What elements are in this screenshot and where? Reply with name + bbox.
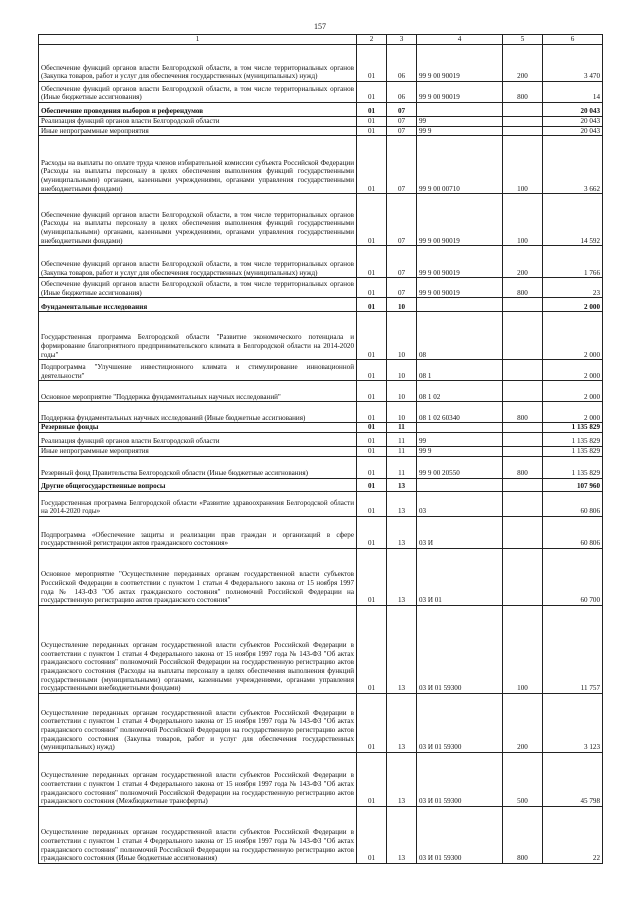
row-expense-type-code: 800 [503, 278, 543, 298]
section-row [39, 298, 603, 312]
row-description [39, 312, 357, 360]
row-description [39, 752, 357, 806]
row-expense-type-code [503, 446, 543, 456]
table-row [39, 126, 603, 136]
row-section-code: 01 [357, 456, 387, 478]
table-header [39, 35, 603, 45]
row-subsection-code: 07 [387, 126, 417, 136]
row-expense-type-code [503, 432, 543, 446]
row-subsection-code: 13 [387, 605, 417, 693]
row-description-text: Обеспечение функций органов власти Белгородской области, в том числе территориальных органов (Закупка товаров, работ и услуг для обеспечения государственных (муниципальных) нужд) [41, 260, 354, 277]
row-subsection-code: 11 [387, 456, 417, 478]
row-description-text: Подпрограмма «Обеспечение защиты и реализации прав граждан и организаций в сфере государственной регистрации актов гражданского состояния» [41, 530, 354, 548]
row-description [39, 381, 357, 402]
row-description [39, 136, 357, 194]
row-description [39, 806, 357, 863]
budget-table [38, 34, 603, 864]
row-target-item-code: 08 1 02 60340 [417, 402, 503, 423]
row-amount: 3 662 [543, 136, 603, 194]
row-description-text: Основное мероприятие "Осуществление переданных органам государственной власти субъектов Российской Федерации в соответствии с пунктом 1 статьи 4 Федерального закона от 15 ноября 1997 года № 143-ФЗ "Об актах гражданского состояния" полномочий Российской Федерации на государственную регистрацию актов гражданского состояния" [41, 570, 354, 605]
section-row [39, 478, 603, 491]
table-row [39, 194, 603, 246]
row-subsection-code: 11 [387, 446, 417, 456]
row-section-code: 01 [357, 298, 387, 312]
row-section-code: 01 [357, 103, 387, 117]
row-section-code: 01 [357, 360, 387, 381]
row-expense-type-code [503, 126, 543, 136]
row-section-code: 01 [357, 82, 387, 103]
row-description-text: Осуществление переданных органам государственной власти субъектов Российской Федерации в соответствии с пунктом 1 статьи 4 Федерального закона от 15 ноября 1997 года № 143-ФЗ "Об актах гражданского состояния" полномочий Российской Федерации на государственную регистрацию актов гражданского состояния (Иные бюджетные ассигнования) [41, 828, 354, 863]
column-header-expense-type: 5 [503, 35, 543, 45]
row-target-item-code [417, 478, 503, 491]
row-amount: 3 123 [543, 693, 603, 752]
row-subsection-code: 10 [387, 381, 417, 402]
section-row [39, 423, 603, 433]
row-section-code: 01 [357, 432, 387, 446]
row-subsection-code: 13 [387, 693, 417, 752]
table-row [39, 402, 603, 423]
table-row [39, 45, 603, 82]
row-section-code: 01 [357, 246, 387, 278]
row-expense-type-code [503, 423, 543, 433]
row-target-item-code: 03 [417, 491, 503, 516]
row-expense-type-code [503, 117, 543, 127]
row-expense-type-code: 200 [503, 45, 543, 82]
row-target-item-code: 99 9 [417, 126, 503, 136]
table-row [39, 456, 603, 478]
row-description [39, 194, 357, 246]
row-description-text: Поддержка фундаментальных научных исследований (Иные бюджетные ассигнования) [41, 413, 306, 422]
table-row [39, 491, 603, 516]
row-description [39, 432, 357, 446]
row-amount: 14 [543, 82, 603, 103]
row-target-item-code: 08 [417, 312, 503, 360]
row-description-text: Резервные фонды [41, 423, 99, 432]
row-subsection-code: 07 [387, 278, 417, 298]
table-row [39, 446, 603, 456]
row-section-code: 01 [357, 117, 387, 127]
row-description-text: Обеспечение функций органов власти Белгородской области, в том числе территориальных органов (Закупка товаров, работ и услуг для обеспечения государственных (муниципальных) нужд) [41, 63, 354, 81]
row-subsection-code: 13 [387, 478, 417, 491]
row-amount: 60 806 [543, 491, 603, 516]
row-description [39, 605, 357, 693]
row-target-item-code: 99 9 00 90019 [417, 45, 503, 82]
row-subsection-code: 06 [387, 45, 417, 82]
table-row [39, 432, 603, 446]
row-target-item-code [417, 103, 503, 117]
row-description-text: Осуществление переданных органам государственной власти субъектов Российской Федерации в соответствии с пунктом 1 статьи 4 Федерального закона от 15 ноября 1997 года № 143-ФЗ "Об актах гражданского состояния" полномочий Российской Федерации на государственную регистрацию актов гражданского состояния (Закупка товаров, работ и услуг для обеспечения государственных (муниципальных) нужд) [41, 708, 354, 752]
row-target-item-code: 03 И 01 59300 [417, 806, 503, 863]
table-row [39, 246, 603, 278]
row-description [39, 446, 357, 456]
row-description-text: Осуществление переданных органам государственной власти субъектов Российской Федерации в соответствии с пунктом 1 статьи 4 Федерального закона от 15 ноября 1997 года № 143-ФЗ "Об актах гражданского состояния" полномочий Российской Федерации на государственную регистрацию актов гражданского состояния (Расходы на выплаты персоналу в целях обеспечения выполнения функций государственными (муниципальными) органами, казенными учреждениями, органами управления государственными внебюджетными фондами) [41, 641, 354, 693]
row-expense-type-code: 500 [503, 752, 543, 806]
row-subsection-code: 07 [387, 246, 417, 278]
row-expense-type-code: 800 [503, 456, 543, 478]
row-target-item-code: 99 9 [417, 446, 503, 456]
row-subsection-code: 11 [387, 423, 417, 433]
table-row [39, 605, 603, 693]
row-description-text: Резервный фонд Правительства Белгородской области (Иные бюджетные ассигнования) [41, 469, 308, 478]
row-subsection-code: 10 [387, 298, 417, 312]
row-subsection-code: 07 [387, 103, 417, 117]
row-amount: 3 470 [543, 45, 603, 82]
row-description-text: Государственная программа Белгородской области «Развитие здравоохранения Белгородской области на 2014-2020 годы» [41, 498, 354, 516]
row-amount: 11 757 [543, 605, 603, 693]
row-expense-type-code: 100 [503, 605, 543, 693]
row-amount: 1 135 829 [543, 446, 603, 456]
row-section-code: 01 [357, 548, 387, 605]
table-row [39, 312, 603, 360]
row-amount: 20 043 [543, 103, 603, 117]
row-description [39, 278, 357, 298]
row-amount: 1 766 [543, 246, 603, 278]
row-amount: 20 043 [543, 126, 603, 136]
row-target-item-code: 99 9 00 00710 [417, 136, 503, 194]
row-description [39, 491, 357, 516]
column-header-section: 2 [357, 35, 387, 45]
row-description [39, 478, 357, 491]
row-expense-type-code [503, 298, 543, 312]
table-row [39, 752, 603, 806]
table-row [39, 516, 603, 548]
row-subsection-code: 06 [387, 82, 417, 103]
row-expense-type-code [503, 360, 543, 381]
row-subsection-code: 13 [387, 752, 417, 806]
row-description-text: Обеспечение функций органов власти Белгородской области, в том числе территориальных органов (Иные бюджетные ассигнования) [41, 280, 354, 297]
row-description [39, 548, 357, 605]
row-description [39, 82, 357, 103]
row-amount: 107 960 [543, 478, 603, 491]
table-row [39, 278, 603, 298]
row-description-text: Фундаментальные исследования [41, 302, 148, 311]
row-expense-type-code: 800 [503, 82, 543, 103]
row-section-code: 01 [357, 45, 387, 82]
row-target-item-code: 99 9 00 90019 [417, 194, 503, 246]
page-number: 157 [314, 22, 326, 31]
row-expense-type-code [503, 312, 543, 360]
row-section-code: 01 [357, 278, 387, 298]
table-row [39, 381, 603, 402]
row-description [39, 298, 357, 312]
row-target-item-code: 03 И 01 [417, 548, 503, 605]
row-description [39, 103, 357, 117]
column-header-target-item: 4 [417, 35, 503, 45]
row-description-text: Подпрограмма "Улучшение инвестиционного климата и стимулирование инновационной деятельности" [41, 363, 354, 380]
row-subsection-code: 13 [387, 516, 417, 548]
row-description [39, 117, 357, 127]
row-description [39, 126, 357, 136]
table-row [39, 548, 603, 605]
row-description-text: Осуществление переданных органам государственной власти субъектов Российской Федерации в соответствии с пунктом 1 статьи 4 Федерального закона от 15 ноября 1997 года № 143-ФЗ "Об актах гражданского состояния" полномочий Российской Федерации на государственную регистрацию актов гражданского состояния (Межбюджетные трансферты) [41, 771, 354, 806]
row-expense-type-code [503, 548, 543, 605]
row-target-item-code: 03 И 01 59300 [417, 752, 503, 806]
row-subsection-code: 11 [387, 432, 417, 446]
row-amount: 20 043 [543, 117, 603, 127]
column-header-amount: 6 [543, 35, 603, 45]
row-expense-type-code [503, 103, 543, 117]
row-subsection-code: 13 [387, 491, 417, 516]
row-section-code: 01 [357, 194, 387, 246]
row-subsection-code: 10 [387, 312, 417, 360]
row-target-item-code: 99 9 00 90019 [417, 278, 503, 298]
row-amount: 2 000 [543, 402, 603, 423]
table-row [39, 117, 603, 127]
row-section-code: 01 [357, 402, 387, 423]
table-row [39, 136, 603, 194]
row-description [39, 456, 357, 478]
row-amount: 2 000 [543, 298, 603, 312]
row-amount: 22 [543, 806, 603, 863]
row-amount: 60 700 [543, 548, 603, 605]
row-description [39, 402, 357, 423]
row-section-code: 01 [357, 693, 387, 752]
row-description-text: Обеспечение проведения выборов и референдумов [41, 107, 204, 116]
row-description-text: Реализация функций органов власти Белгородской области [41, 117, 220, 125]
row-target-item-code: 08 1 [417, 360, 503, 381]
row-target-item-code: 08 1 02 [417, 381, 503, 402]
row-amount: 2 000 [543, 312, 603, 360]
row-target-item-code: 99 9 00 90019 [417, 246, 503, 278]
row-target-item-code [417, 423, 503, 433]
row-target-item-code: 99 [417, 432, 503, 446]
row-amount: 1 135 829 [543, 432, 603, 446]
row-description-text: Другие общегосударственные вопросы [41, 482, 166, 491]
row-subsection-code: 07 [387, 136, 417, 194]
row-target-item-code: 99 9 00 20550 [417, 456, 503, 478]
row-target-item-code [417, 298, 503, 312]
row-amount: 1 135 829 [543, 423, 603, 433]
row-subsection-code: 07 [387, 194, 417, 246]
row-description-text: Основное мероприятие "Поддержка фундаментальных научных исследований" [41, 392, 281, 401]
row-subsection-code: 13 [387, 548, 417, 605]
row-description-text: Обеспечение функций органов власти Белгородской области, в том числе территориальных органов (Иные бюджетные ассигнования) [41, 84, 354, 102]
row-expense-type-code: 100 [503, 136, 543, 194]
row-section-code: 01 [357, 423, 387, 433]
row-subsection-code: 13 [387, 806, 417, 863]
row-section-code: 01 [357, 446, 387, 456]
row-amount: 60 806 [543, 516, 603, 548]
column-header-description: 1 [39, 35, 357, 45]
header-row [39, 35, 603, 45]
table-row [39, 360, 603, 381]
table-row [39, 82, 603, 103]
row-description [39, 246, 357, 278]
row-subsection-code: 07 [387, 117, 417, 127]
table-row [39, 693, 603, 752]
row-expense-type-code [503, 478, 543, 491]
row-expense-type-code: 200 [503, 693, 543, 752]
row-section-code: 01 [357, 478, 387, 491]
row-section-code: 01 [357, 491, 387, 516]
row-amount: 14 592 [543, 194, 603, 246]
row-description [39, 45, 357, 82]
row-expense-type-code [503, 491, 543, 516]
row-expense-type-code [503, 516, 543, 548]
row-section-code: 01 [357, 312, 387, 360]
row-section-code: 01 [357, 806, 387, 863]
row-target-item-code: 03 И [417, 516, 503, 548]
row-amount: 45 798 [543, 752, 603, 806]
table-row [39, 806, 603, 863]
row-description-text: Государственная программа Белгородской области "Развитие экономического потенциала и формирование благоприятного предпринимательского климата в Белгородской области на 2014-2020 годы" [41, 333, 354, 359]
column-header-subsection: 3 [387, 35, 417, 45]
row-amount: 2 000 [543, 381, 603, 402]
row-description [39, 423, 357, 433]
row-section-code: 01 [357, 126, 387, 136]
row-amount: 2 000 [543, 360, 603, 381]
row-section-code: 01 [357, 752, 387, 806]
row-subsection-code: 10 [387, 402, 417, 423]
row-description-text: Иные непрограммные мероприятия [41, 447, 149, 456]
row-expense-type-code: 800 [503, 402, 543, 423]
row-section-code: 01 [357, 136, 387, 194]
row-section-code: 01 [357, 516, 387, 548]
row-subsection-code: 10 [387, 360, 417, 381]
row-target-item-code: 99 [417, 117, 503, 127]
row-section-code: 01 [357, 605, 387, 693]
row-expense-type-code [503, 381, 543, 402]
row-description [39, 360, 357, 381]
row-section-code: 01 [357, 381, 387, 402]
row-target-item-code: 99 9 00 90019 [417, 82, 503, 103]
table-body [39, 45, 603, 864]
row-amount: 1 135 829 [543, 456, 603, 478]
row-target-item-code: 03 И 01 59300 [417, 605, 503, 693]
row-description-text: Реализация функций органов власти Белгородской области [41, 437, 220, 446]
row-description [39, 516, 357, 548]
row-target-item-code: 03 И 01 59300 [417, 693, 503, 752]
row-expense-type-code: 100 [503, 194, 543, 246]
row-expense-type-code: 200 [503, 246, 543, 278]
row-description [39, 693, 357, 752]
row-amount: 23 [543, 278, 603, 298]
row-description-text: Обеспечение функций органов власти Белгородской области, в том числе территориальных органов (Расходы на выплаты персоналу в целях обеспечения выполнения функций государственными (муниципальными) органами, казенными учреждениями, органами управления государственными внебюджетными фондами) [41, 210, 354, 245]
row-description-text: Расходы на выплаты по оплате труда членов избирательной комиссии субъекта Российской Федерации (Расходы на выплаты персоналу в целях обеспечения выполнения функций государственными (муниципальными) органами, казенными учреждениями, органами управления государственными внебюджетными фондами) [41, 158, 354, 193]
section-row [39, 103, 603, 117]
row-description-text: Иные непрограммные мероприятия [41, 126, 149, 135]
row-expense-type-code: 800 [503, 806, 543, 863]
